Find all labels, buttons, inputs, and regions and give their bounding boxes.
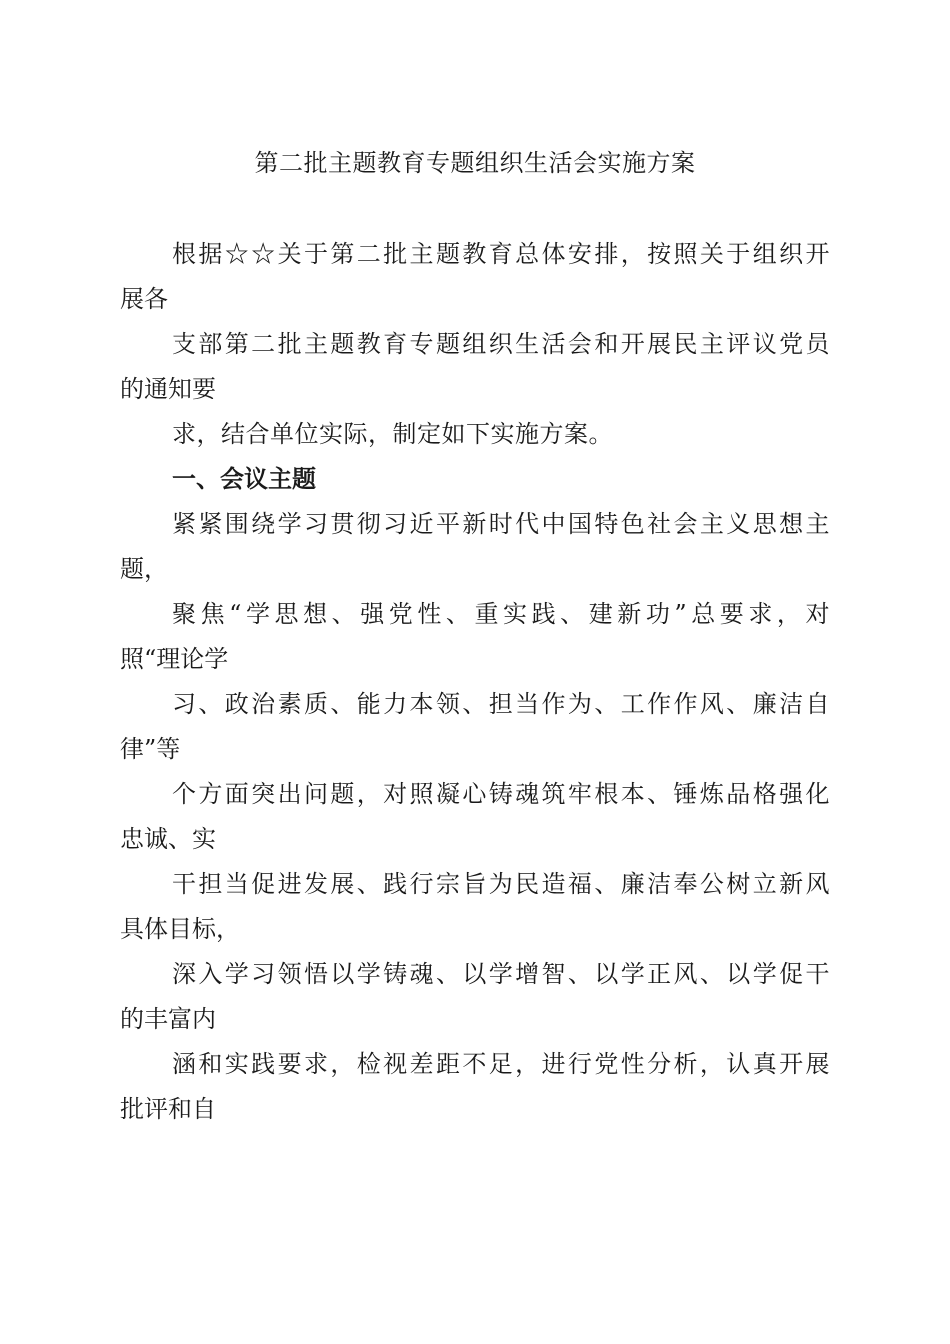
paragraph-line: 个方面突出问题，对照凝心铸魂筑牢根本、锤炼品格强化 — [172, 780, 830, 808]
document-body — [120, 232, 830, 1132]
paragraph-line: 深入学习领悟以学铸魂、以学增智、以学正风、以学促干 — [172, 960, 830, 988]
paragraph-line: 涵和实践要求，检视差距不足，进行党性分析，认真开展 — [172, 1050, 830, 1078]
paragraph — [120, 592, 830, 682]
paragraph — [120, 412, 830, 457]
paragraph-line: 聚焦“学思想、强党性、重实践、建新功”总要求，对 — [172, 600, 830, 628]
paragraph-line: 照“理论学 — [120, 645, 229, 673]
paragraph-line: 的丰富内 — [120, 1005, 216, 1033]
paragraph-line: 律”等 — [120, 735, 181, 763]
paragraph-line: 习、政治素质、能力本领、担当作为、工作作风、廉洁自 — [172, 690, 830, 718]
paragraph — [120, 862, 830, 952]
paragraph — [120, 772, 830, 862]
section-heading: 一、会议主题 — [172, 465, 316, 493]
paragraph-line: 干担当促进发展、践行宗旨为民造福、廉洁奉公树立新风 — [172, 870, 830, 898]
paragraph — [120, 1042, 830, 1132]
paragraph-line: 求，结合单位实际，制定如下实施方案。 — [172, 420, 613, 448]
document-title: 第二批主题教育专题组织生活会实施方案 — [254, 149, 696, 177]
paragraph-line: 忠诚、实 — [120, 825, 216, 853]
paragraph-line: 根据☆☆关于第二批主题教育总体安排，按照关于组织开 — [172, 240, 830, 268]
paragraph — [120, 682, 830, 772]
paragraph — [120, 232, 830, 322]
paragraph-line: 题， — [120, 555, 168, 583]
paragraph — [120, 322, 830, 412]
paragraph — [120, 952, 830, 1042]
paragraph — [120, 502, 830, 592]
paragraph-line: 展各 — [120, 285, 168, 313]
paragraph-line: 支部第二批主题教育专题组织生活会和开展民主评议党员 — [172, 330, 830, 358]
paragraph-line: 批评和自 — [120, 1095, 216, 1123]
paragraph-line: 的通知要 — [120, 375, 216, 403]
paragraph-line: 紧紧围绕学习贯彻习近平新时代中国特色社会主义思想主 — [172, 510, 830, 538]
paragraph-line: 具体目标， — [120, 915, 240, 943]
